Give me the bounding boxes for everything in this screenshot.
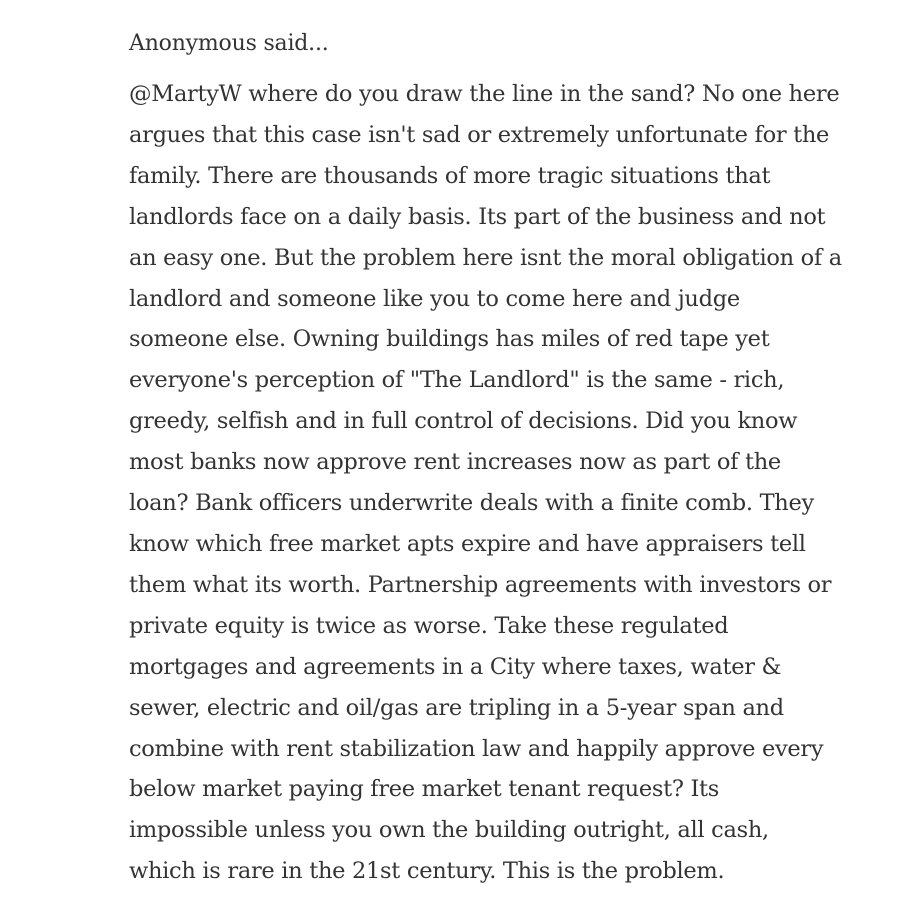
comment-line: impossible unless you own the building outright, all cash, (129, 817, 769, 844)
comment-line: them what its worth. Partnership agreements with investors or (129, 571, 832, 598)
comment-line: landlords face on a daily basis. Its part of the business and not (129, 203, 826, 230)
comment-line: someone else. Owning buildings has miles of red tape yet (129, 326, 770, 353)
comment-line: argues that this case isn't sad or extremely unfortunate for the (129, 121, 830, 148)
comment-line: everyone's perception of "The Landlord" is the same - rich, (129, 367, 785, 394)
comment-line: landlord and someone like you to come here and judge (129, 285, 740, 312)
comment-line: know which free market apts expire and have appraisers tell (129, 530, 806, 557)
comment-author: Anonymous said... (129, 31, 329, 56)
comment (129, 24, 869, 892)
comment-body (129, 74, 869, 892)
comment-line: which is rare in the 21st century. This is the problem. (129, 858, 725, 885)
comment-line: most banks now approve rent increases now as part of the (129, 449, 781, 476)
comment-line: sewer, electric and oil/gas are tripling in a 5-year span and (129, 694, 784, 721)
comment-line: mortgages and agreements in a City where taxes, water & (129, 653, 782, 680)
comment-line: @MartyW where do you draw the line in the sand? No one here (129, 81, 840, 107)
comment-line: combine with rent stabilization law and happily approve every (129, 735, 824, 762)
comment-line: greedy, selfish and in full control of decisions. Did you know (129, 408, 798, 435)
comment-line: loan? Bank officers underwrite deals with a finite comb. They (129, 490, 814, 517)
comment-line: below market paying free market tenant request? Its (129, 776, 720, 803)
comment-line: an easy one. But the problem here isnt the moral obligation of a (129, 244, 842, 271)
comment-line: family. There are thousands of more tragic situations that (129, 162, 771, 189)
comment-line: private equity is twice as worse. Take these regulated (129, 612, 729, 639)
